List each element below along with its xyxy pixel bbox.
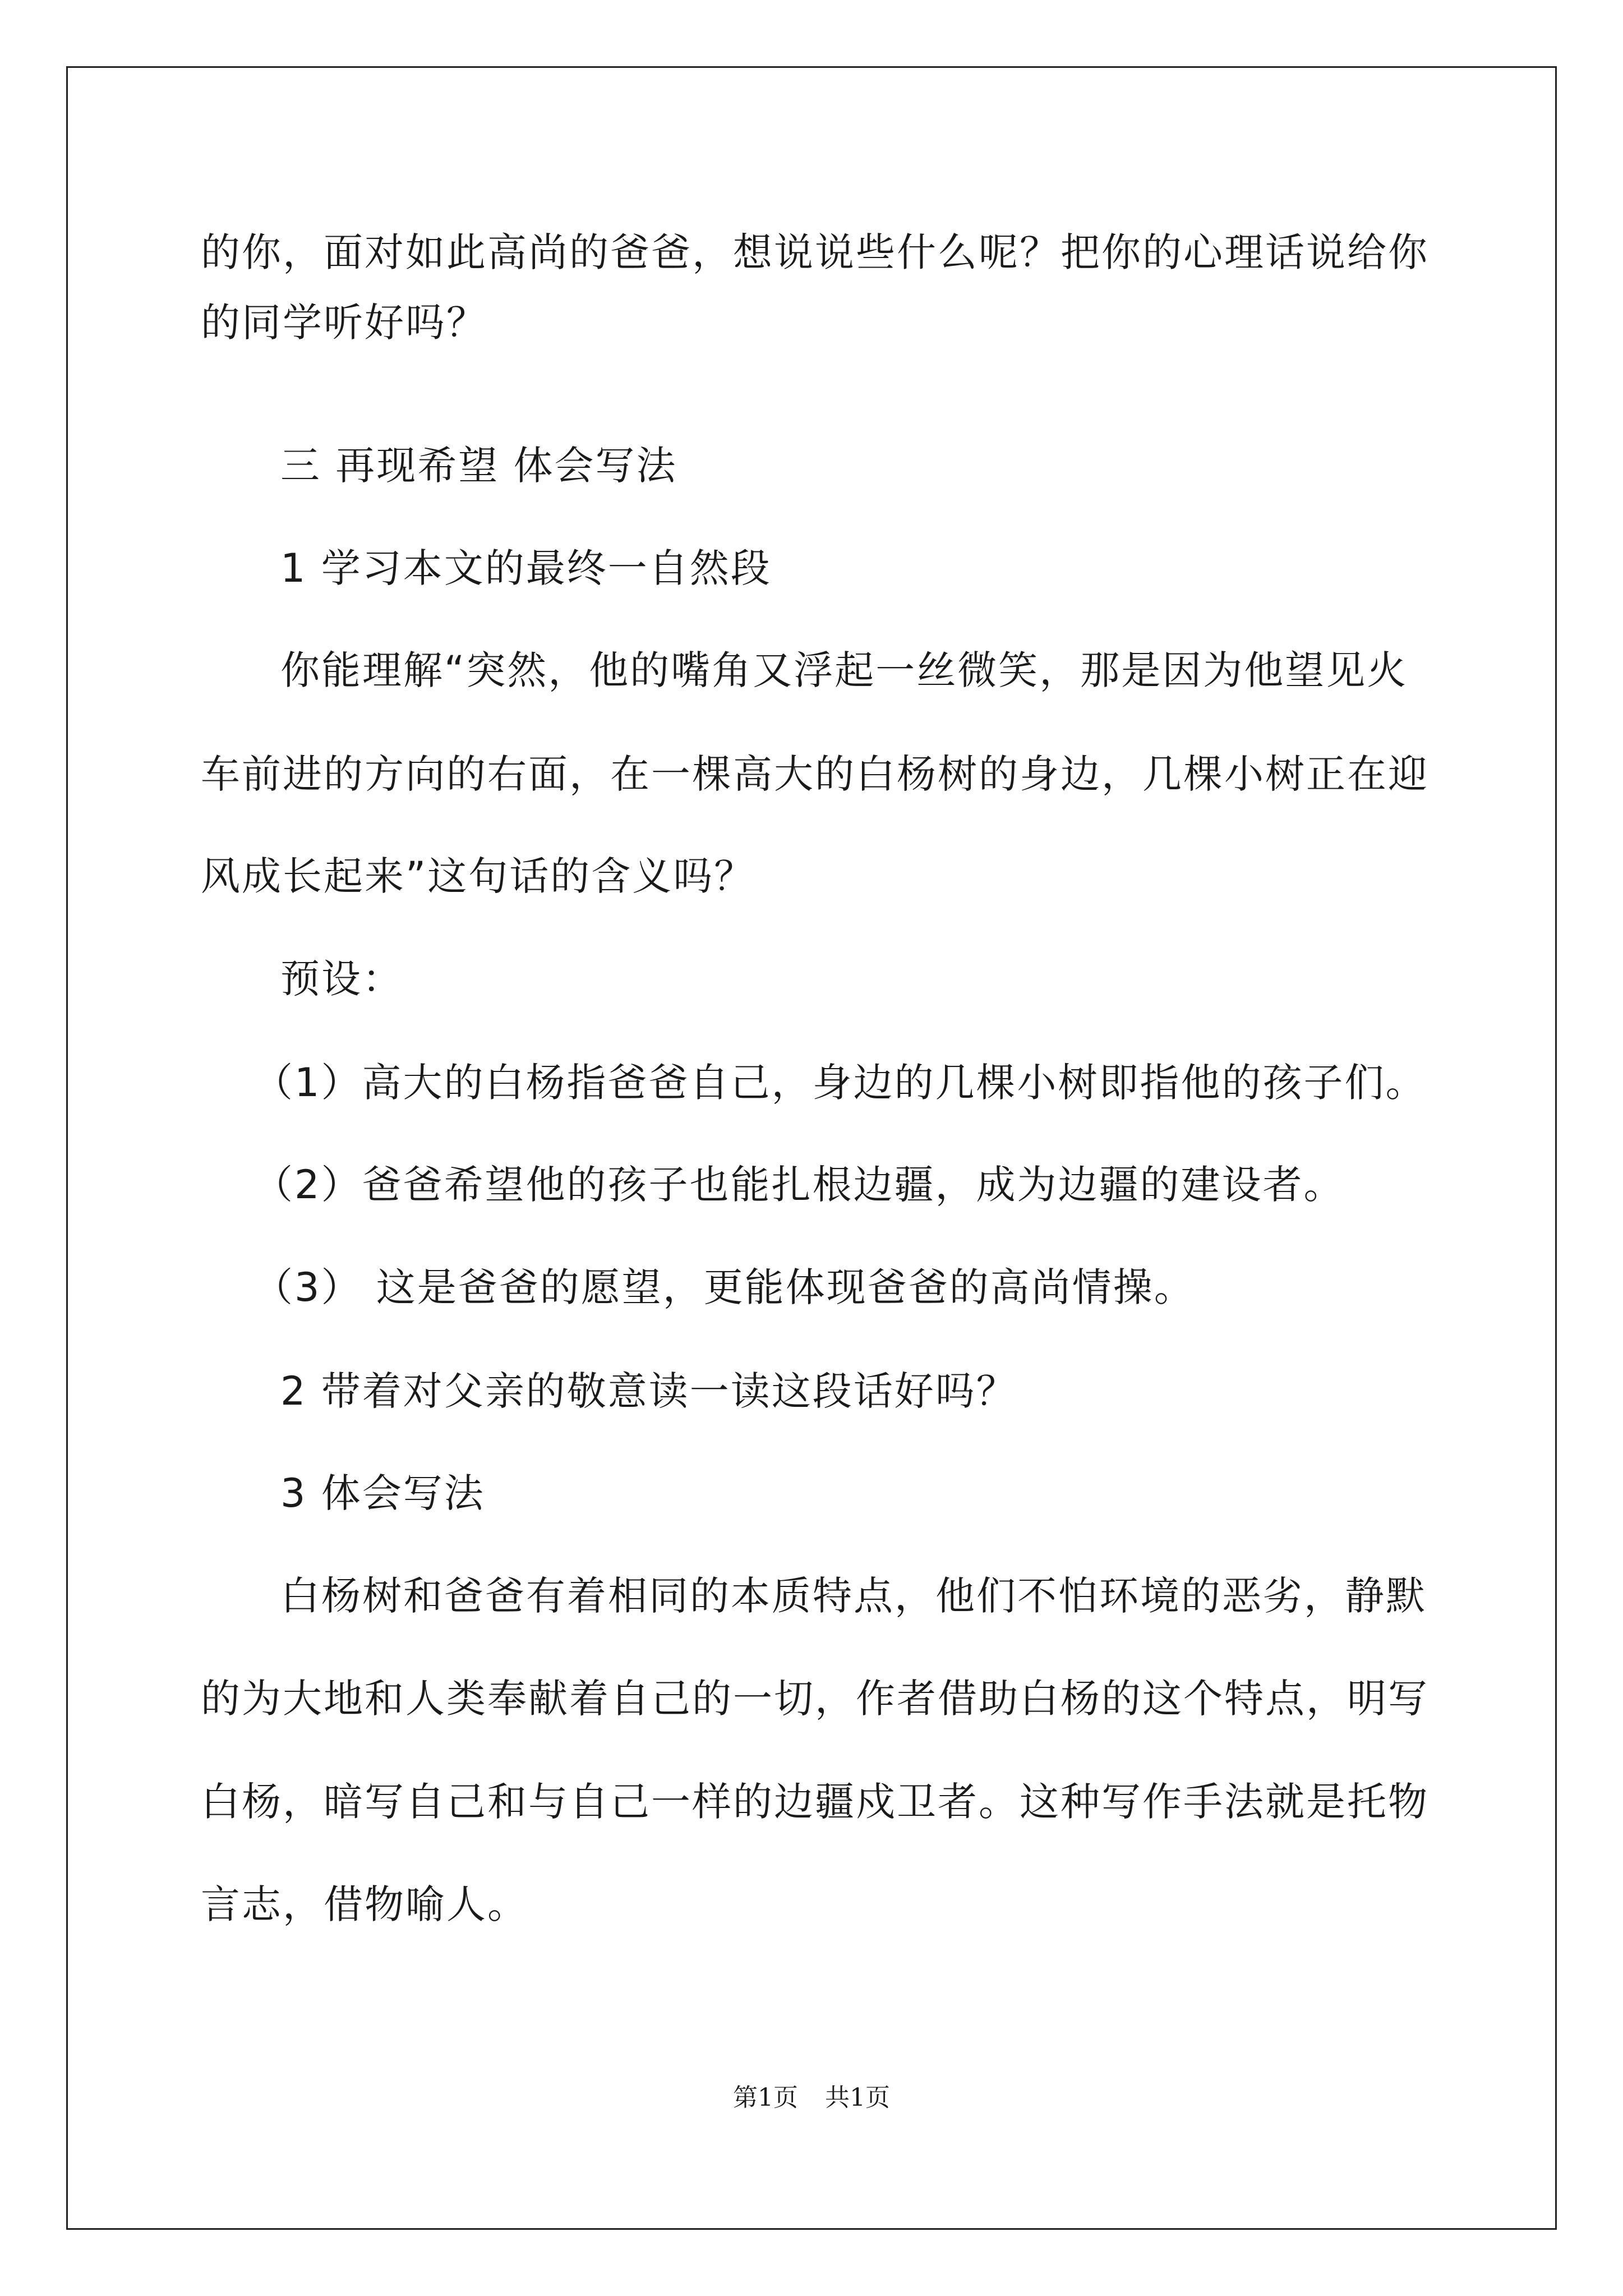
paragraph-line: 白杨树和爸爸有着相同的本质特点，他们不怕环境的恶劣，静默 <box>280 1573 1427 1619</box>
list-item: （2）爸爸希望他的孩子也能扎根边疆，成为边疆的建设者。 <box>253 1162 1345 1208</box>
subsection-heading: 3 体会写法 <box>280 1470 485 1516</box>
list-item: （3） 这是爸爸的愿望，更能体现爸爸的高尚情操。 <box>253 1264 1195 1310</box>
page-number-total: 共1页 <box>825 2083 890 2112</box>
paragraph-line: 的你，面对如此高尚的爸爸，想说说些什么呢？把你的心理话说给你 <box>201 229 1429 275</box>
paragraph-line: 言志，借物喻人。 <box>201 1881 528 1927</box>
paragraph-line: 你能理解“突然，他的嘴角又浮起一丝微笑，那是因为他望见火 <box>280 647 1408 693</box>
page-number-current: 第1页 <box>733 2083 798 2112</box>
paragraph-line: 白杨，暗写自己和与自己一样的边疆戍卫者。这种写作手法就是托物 <box>201 1779 1429 1825</box>
page-footer <box>0 2081 1623 2115</box>
list-item: （1）高大的白杨指爸爸自己，身边的几棵小树即指他的孩子们。 <box>253 1060 1427 1106</box>
paragraph-line: 风成长起来”这句话的含义吗？ <box>201 853 755 899</box>
subsection-heading: 1 学习本文的最终一自然段 <box>280 545 772 591</box>
subsection-heading: 2 带着对父亲的敬意读一读这段话好吗？ <box>280 1368 1017 1414</box>
paragraph-line: 的同学听好吗？ <box>201 300 487 346</box>
paragraph-line: 预设： <box>280 956 403 1002</box>
paragraph-line: 的为大地和人类奉献着自己的一切，作者借助白杨的这个特点，明写 <box>201 1676 1429 1722</box>
paragraph-line: 车前进的方向的右面，在一棵高大的白杨树的身边，几棵小树正在迎 <box>201 751 1429 797</box>
section-heading: 三 再现希望 体会写法 <box>280 443 677 489</box>
